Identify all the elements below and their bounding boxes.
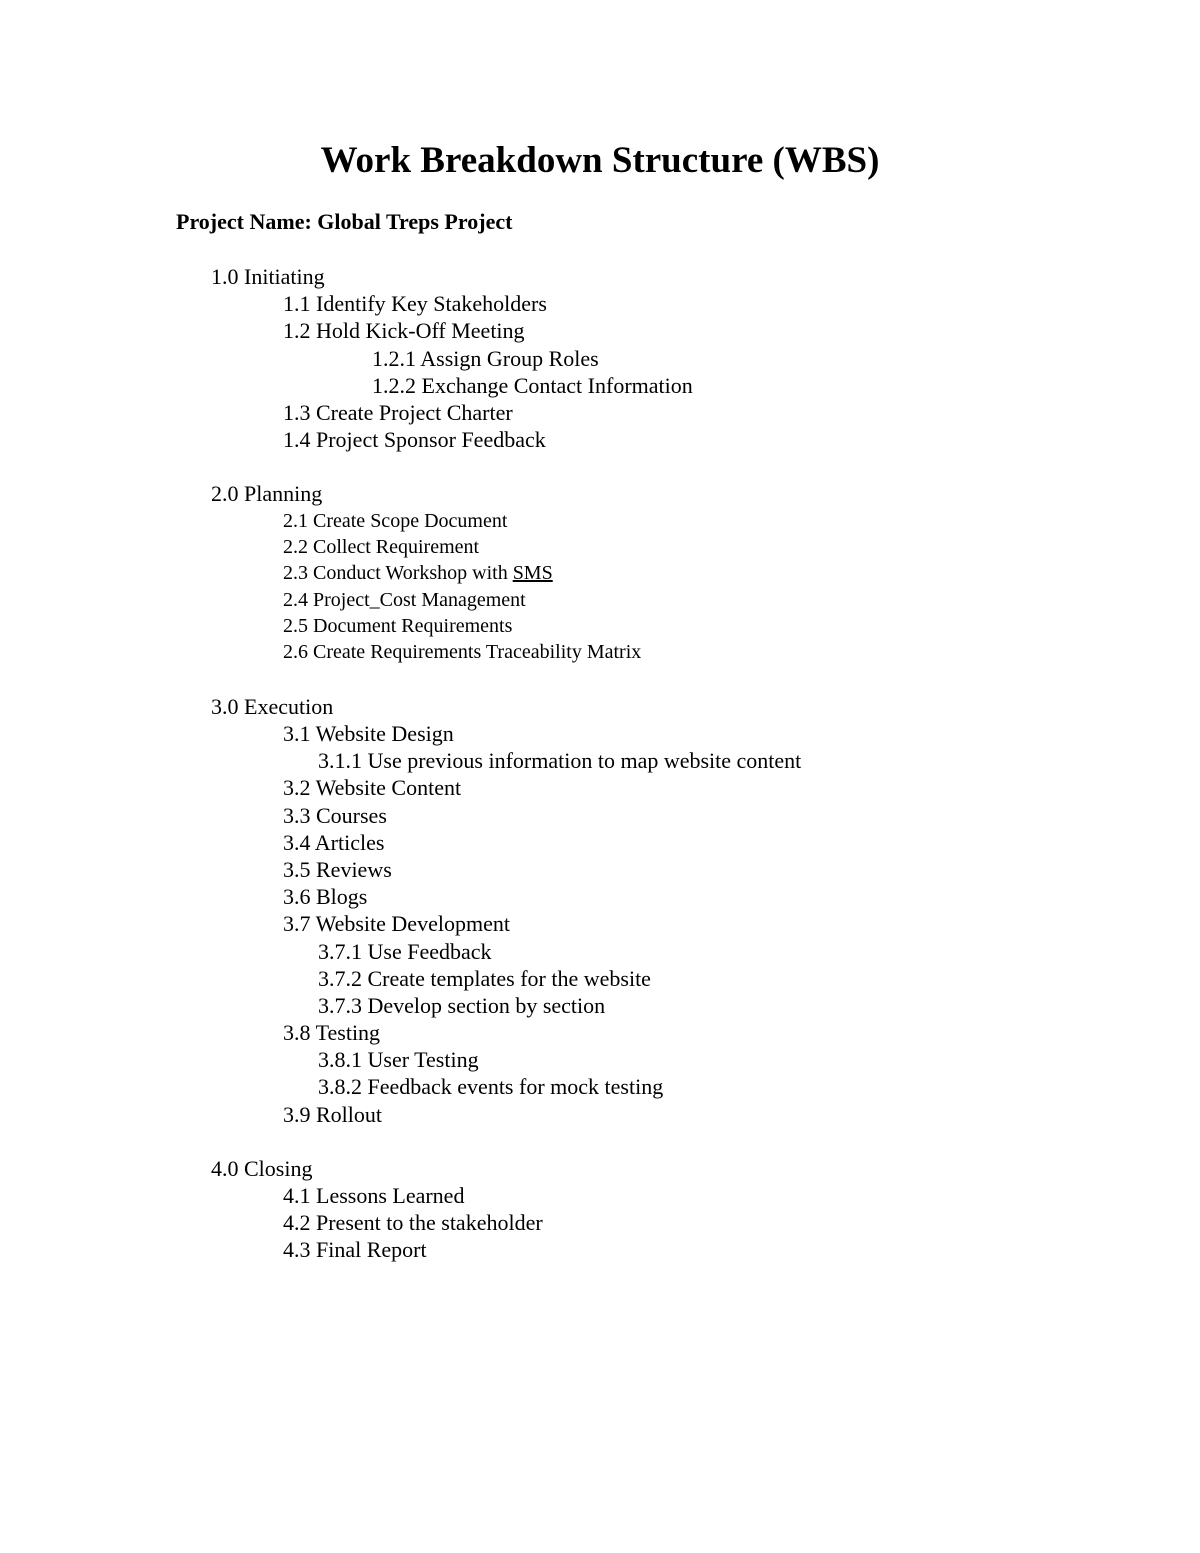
wbs-list [0, 263, 1200, 1291]
wbs-item: 3.8 Testing [283, 1020, 381, 1046]
wbs-item: 2.5 Document Requirements [283, 615, 513, 638]
wbs-item: 3.5 Reviews [283, 856, 392, 882]
wbs-phase-execution: 3.0 Execution [211, 693, 334, 719]
wbs-item: 3.1 Website Design [283, 721, 454, 747]
wbs-item: 3.3 Courses [283, 802, 387, 828]
wbs-section-planning [0, 480, 1200, 666]
wbs-item: 2.4 Project_Cost Management [283, 588, 526, 611]
project-name: Project Name: Global Treps Project [176, 209, 513, 234]
wbs-item: 1.2 Hold Kick-Off Meeting [283, 318, 525, 344]
wbs-subitem: 3.8.2 Feedback events for mock testing [318, 1074, 664, 1100]
wbs-item: 3.7 Website Development [283, 911, 510, 937]
wbs-phase-initiating: 1.0 Initiating [211, 264, 325, 289]
wbs-item: 2.2 Collect Requirement [283, 535, 480, 558]
wbs-section-execution [0, 693, 1200, 1128]
wbs-item: 2.6 Create Requirements Traceability Matrix [283, 641, 642, 664]
sms-link[interactable]: SMS [512, 562, 553, 585]
wbs-item: 3.4 Articles [283, 829, 385, 855]
wbs-item: 3.2 Website Content [283, 775, 462, 801]
wbs-item-with-link [0, 560, 1200, 586]
wbs-subitem: 3.7.3 Develop section by section [318, 992, 606, 1018]
wbs-item: 3.9 Rollout [283, 1101, 383, 1127]
wbs-section-closing [0, 1155, 1200, 1264]
wbs-section-initiating [0, 263, 1200, 453]
wbs-item: 1.4 Project Sponsor Feedback [283, 427, 546, 453]
wbs-subitem: 1.2.2 Exchange Contact Information [372, 372, 693, 398]
wbs-item-text: 2.3 Conduct Workshop with [283, 562, 513, 585]
wbs-phase-planning: 2.0 Planning [211, 481, 323, 507]
wbs-subitem: 1.2.1 Assign Group Roles [372, 345, 599, 371]
wbs-item: 4.2 Present to the stakeholder [283, 1210, 543, 1236]
wbs-subitem: 3.7.1 Use Feedback [318, 938, 492, 964]
wbs-item: 2.1 Create Scope Document [283, 509, 508, 532]
wbs-subitem: 3.8.1 User Testing [318, 1047, 479, 1073]
wbs-item: 3.6 Blogs [283, 884, 368, 910]
wbs-phase-closing: 4.0 Closing [211, 1155, 313, 1181]
wbs-subitem: 3.1.1 Use previous information to map website content [318, 748, 802, 774]
wbs-item: 1.3 Create Project Charter [283, 399, 513, 425]
page-title: Work Breakdown Structure (WBS) [320, 140, 880, 181]
wbs-subitem: 3.7.2 Create templates for the website [318, 965, 651, 991]
wbs-item: 4.3 Final Report [283, 1237, 427, 1263]
wbs-item: 1.1 Identify Key Stakeholders [283, 291, 547, 317]
wbs-item: 4.1 Lessons Learned [283, 1183, 465, 1209]
